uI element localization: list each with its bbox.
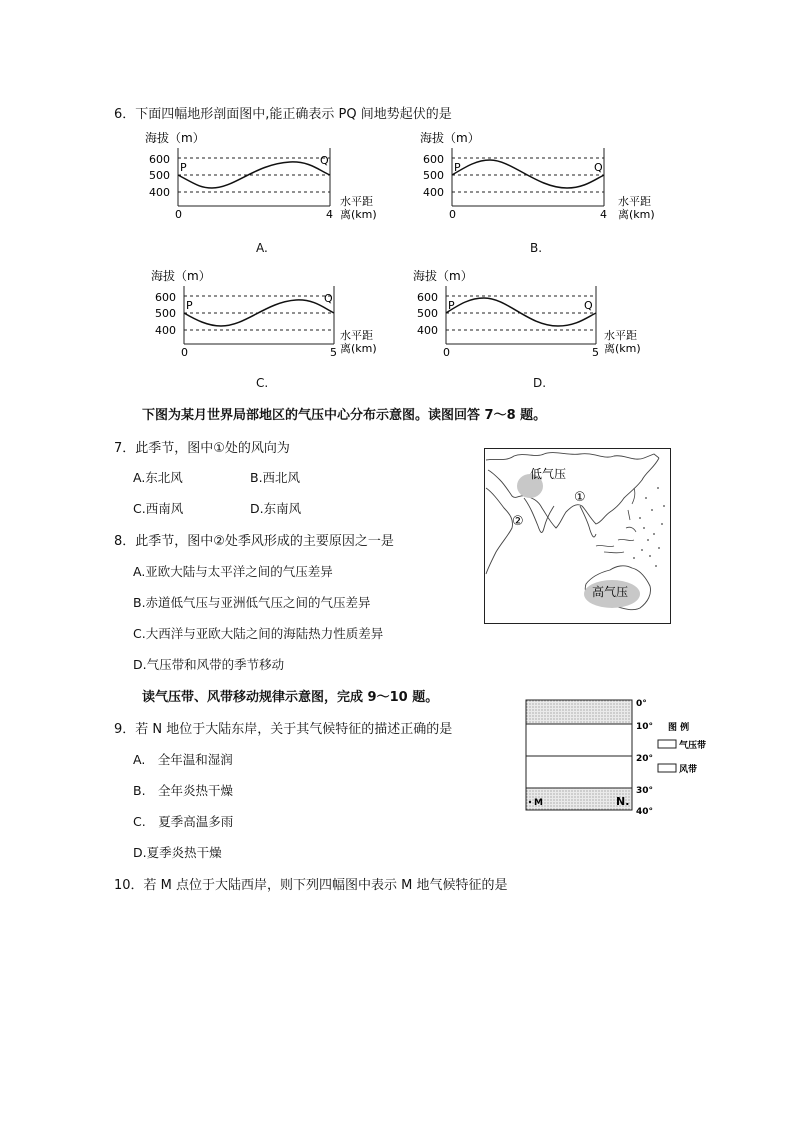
profile-a-curve	[178, 162, 330, 188]
profile-b-xlabel1: 水平距	[618, 195, 651, 208]
lat-10: 10°	[636, 722, 654, 732]
n-label: N.	[616, 795, 630, 808]
profile-a-p: P	[180, 161, 187, 174]
lat-0: 0°	[636, 699, 647, 709]
profile-d-tick-400: 400	[417, 324, 438, 337]
belt-diagram	[520, 694, 730, 818]
belt-band-20-30	[526, 756, 632, 788]
map-mark-2: ②	[512, 514, 524, 529]
profile-b-x0: 0	[449, 208, 456, 221]
profile-d-p: P	[448, 299, 455, 312]
profile-d-letter: D.	[533, 376, 547, 390]
profile-c-xlabel1: 水平距	[340, 329, 373, 342]
pressure-map	[484, 448, 671, 624]
profile-c-tick-600: 600	[155, 291, 176, 304]
legend-pressure-label: 气压带	[679, 741, 707, 751]
profile-c-xlabel2: 离(km)	[340, 342, 377, 355]
profile-c-q: Q	[324, 292, 333, 305]
q7-option-d: D.东南风	[250, 501, 302, 516]
profile-b	[412, 126, 662, 222]
profile-c-x0: 0	[181, 346, 188, 359]
profile-b-tick-500: 500	[423, 169, 444, 182]
q7-option-a: A.东北风	[133, 470, 183, 485]
q9-option-c: C. 夏季高温多雨	[133, 814, 234, 829]
low-pressure-label: 低气压	[530, 467, 567, 481]
m-point	[529, 801, 531, 803]
q9-option-d: D.夏季炎热干燥	[133, 845, 222, 860]
profile-b-q: Q	[594, 161, 603, 174]
profile-b-xlabel2: 离(km)	[618, 208, 655, 221]
map-mark-1: ①	[574, 490, 586, 505]
profile-d-curve	[446, 298, 596, 326]
profile-a-tick-500: 500	[149, 169, 170, 182]
profile-b-curve	[452, 160, 604, 188]
q8-stem: 8．此季节，图中②处季风形成的主要原因之一是	[114, 534, 394, 549]
profile-b-ylabel: 海拔（m）	[420, 131, 480, 145]
profile-a-x0: 0	[175, 208, 182, 221]
q9-option-b: B. 全年炎热干燥	[133, 783, 234, 798]
profile-a-tick-600: 600	[149, 153, 170, 166]
profile-a-xlabel1: 水平距	[340, 195, 373, 208]
profile-d-xlabel2: 离(km)	[604, 342, 641, 355]
q8-option-c: C.大西洋与亚欧大陆之间的海陆热力性质差异	[133, 626, 384, 641]
profile-a-xlabel2: 离(km)	[340, 208, 377, 221]
profile-b-tick-400: 400	[423, 186, 444, 199]
profile-c-ylabel: 海拔（m）	[151, 269, 211, 283]
lat-20: 20°	[636, 754, 654, 764]
q7-stem: 7．此季节，图中①处的风向为	[114, 441, 290, 456]
profile-a	[140, 126, 390, 222]
profile-d-x0: 0	[443, 346, 450, 359]
profile-a-tick-400: 400	[149, 186, 170, 199]
belt-band-10-20	[526, 724, 632, 756]
belt-band-0-10	[526, 700, 632, 724]
profile-b-letter: B.	[530, 241, 543, 255]
profile-a-ylabel: 海拔（m）	[145, 131, 205, 145]
profile-d-q: Q	[584, 299, 593, 312]
legend-wind-swatch	[658, 764, 676, 772]
q8-option-b: B.赤道低气压与亚洲低气压之间的气压差异	[133, 595, 371, 610]
lat-40: 40°	[636, 807, 654, 817]
profile-d	[408, 264, 658, 360]
profile-c-tick-400: 400	[155, 324, 176, 337]
profile-c	[146, 264, 396, 360]
profile-d-xend: 5	[592, 346, 599, 359]
q9-option-a: A. 全年温和湿润	[133, 752, 233, 767]
profile-a-letter: A.	[256, 241, 268, 255]
q9-stem: 9．若 N 地位于大陆东岸，关于其气候特征的描述正确的是	[114, 722, 453, 737]
profile-d-tick-500: 500	[417, 307, 438, 320]
m-label: M	[534, 798, 543, 808]
legend-wind-label: 风带	[679, 765, 698, 775]
profile-c-p: P	[186, 299, 193, 312]
q10-stem: 10．若 M 点位于大陆西岸，则下列四幅图中表示 M 地气候特征的是	[114, 878, 508, 893]
profile-c-tick-500: 500	[155, 307, 176, 320]
profile-d-tick-600: 600	[417, 291, 438, 304]
q8-option-a: A.亚欧大陆与太平洋之间的气压差异	[133, 564, 333, 579]
profile-d-ylabel: 海拔（m）	[413, 269, 473, 283]
legend-title: 图 例	[668, 723, 690, 733]
q6-stem: 6．下面四幅地形剖面图中,能正确表示 PQ 间地势起伏的是	[114, 107, 452, 122]
profile-c-xend: 5	[330, 346, 337, 359]
high-pressure-label: 高气压	[592, 585, 629, 599]
intro-7-8: 下图为某月世界局部地区的气压中心分布示意图。读图回答 7～8 题。	[142, 408, 547, 423]
q7-option-b: B.西北风	[250, 470, 301, 485]
lat-30: 30°	[636, 786, 654, 796]
profile-a-q: Q	[320, 154, 329, 167]
q7-option-c: C.西南风	[133, 501, 184, 516]
q8-option-d: D.气压带和风带的季节移动	[133, 657, 285, 672]
intro-9-10: 读气压带、风带移动规律示意图，完成 9～10 题。	[142, 690, 439, 705]
legend-pressure-swatch	[658, 740, 676, 748]
profile-b-p: P	[454, 161, 461, 174]
profile-a-xend: 4	[326, 208, 333, 221]
profile-d-xlabel1: 水平距	[604, 329, 637, 342]
profile-b-xend: 4	[600, 208, 607, 221]
profile-b-tick-600: 600	[423, 153, 444, 166]
profile-c-letter: C.	[256, 376, 269, 390]
